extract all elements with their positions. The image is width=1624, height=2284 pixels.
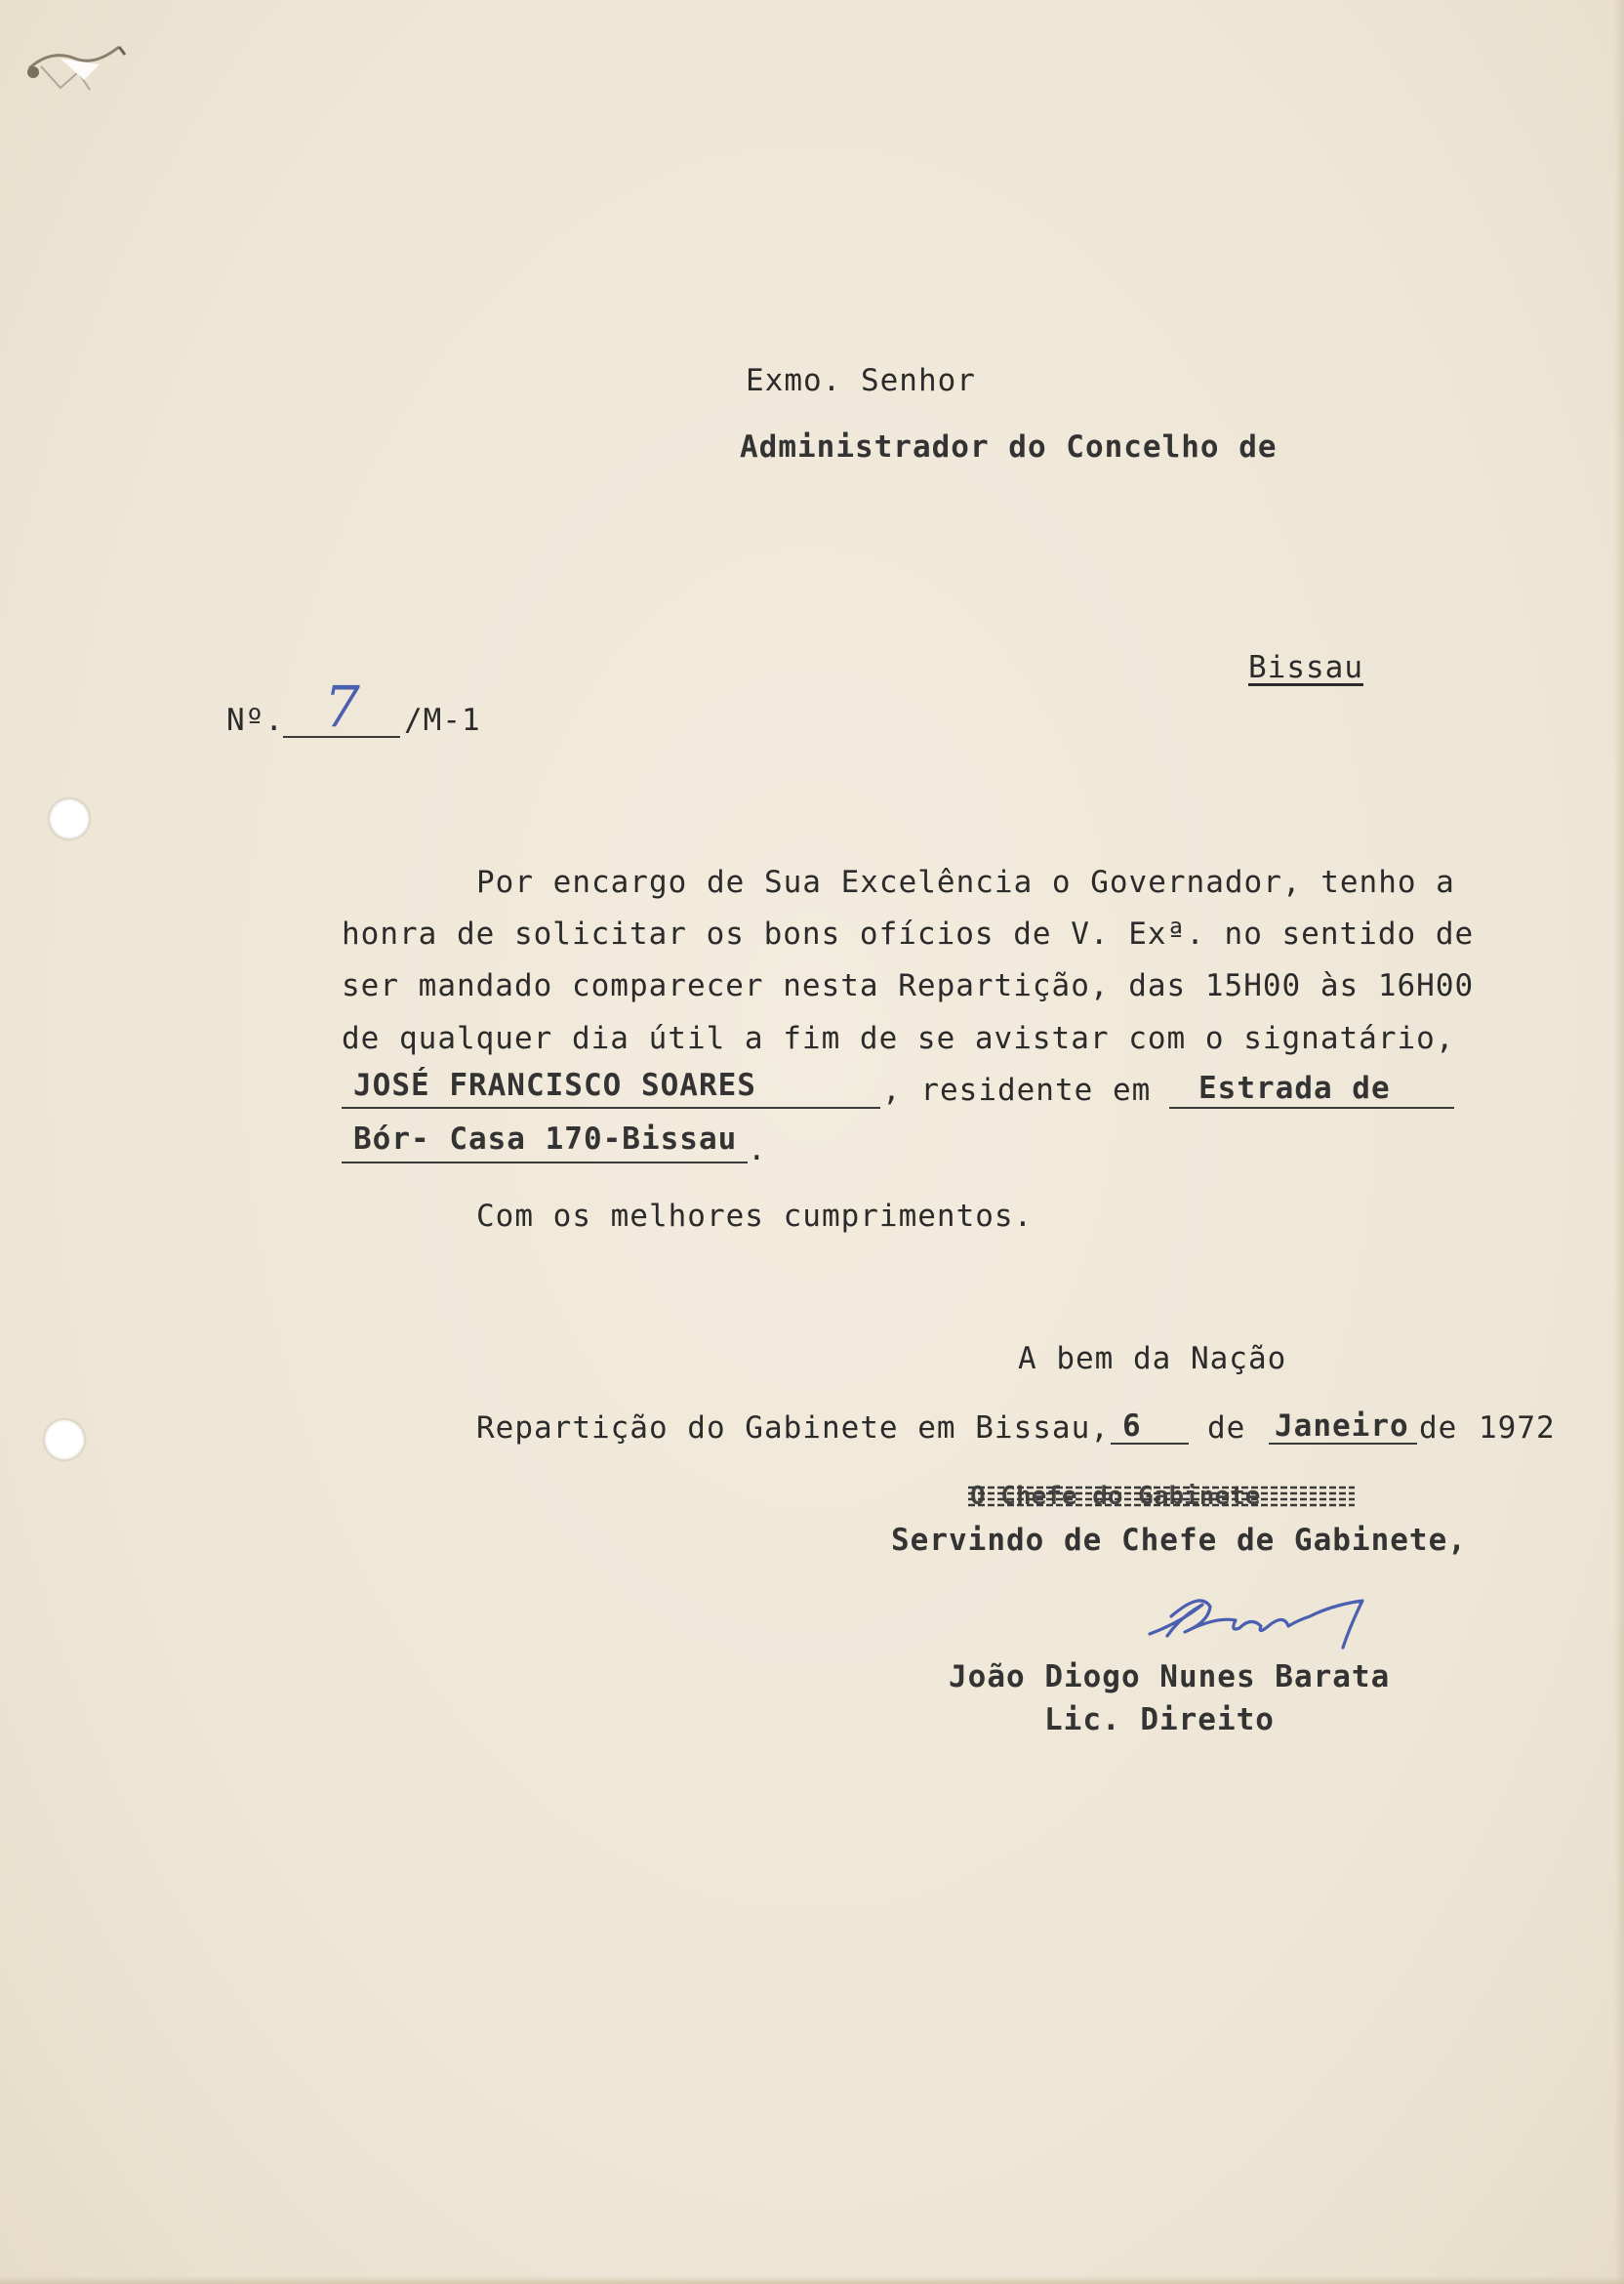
closing-greeting: Com os melhores cumprimentos. <box>476 1199 1034 1234</box>
body-line-3: ser mandado comparecer nesta Repartição, das 15H00 às 16H00 <box>342 968 1475 1003</box>
residence-line-2 <box>342 1162 748 1163</box>
paper-bottom-shadow <box>0 2276 1624 2284</box>
date-prefix: Repartição do Gabinete em Bissau, <box>476 1410 1110 1446</box>
recipient-title: Administrador do Concelho de <box>740 429 1278 465</box>
paper-edge-shadow <box>1614 0 1624 2284</box>
body-line-2: honra de solicitar os bons ofícios de V. Exª. no sentido de <box>342 917 1475 952</box>
date-year: 1972 <box>1479 1410 1556 1446</box>
strike-out-mark <box>966 1480 1357 1513</box>
salutation: Exmo. Senhor <box>746 363 976 398</box>
body-period: . <box>748 1132 767 1167</box>
residence-address-2: Bór- Casa 170-Bissau <box>353 1122 738 1157</box>
punch-hole-lower <box>44 1419 85 1460</box>
signatory-degree: Lic. Direito <box>1044 1702 1275 1737</box>
body-line-1: Por encargo de Sua Excelência o Governador, tenho a <box>476 865 1455 900</box>
date-de-2: de <box>1419 1410 1458 1446</box>
struck-title-text: O Chefe do Gabinete <box>970 1482 1261 1511</box>
residence-address-1: Estrada de <box>1198 1071 1391 1106</box>
staple-mark-icon <box>21 29 139 107</box>
residence-line-1 <box>1169 1107 1454 1109</box>
signatory-name: João Diogo Nunes Barata <box>949 1659 1391 1694</box>
reference-number-handwritten: 7 <box>324 673 360 740</box>
date-de-1: de <box>1207 1410 1246 1446</box>
motto: A bem da Nação <box>1018 1341 1287 1376</box>
date-month: Janeiro <box>1275 1408 1409 1444</box>
date-day: 6 <box>1122 1408 1142 1444</box>
reference-suffix: /M-1 <box>404 703 481 738</box>
residence-label: , residente em <box>882 1073 1152 1108</box>
person-name: JOSÉ FRANCISCO SOARES <box>353 1068 756 1103</box>
signature-role: Servindo de Chefe de Gabinete, <box>891 1523 1467 1558</box>
punch-hole-upper <box>49 798 90 839</box>
body-line-4: de qualquer dia útil a fim de se avistar com o signatário, <box>342 1021 1455 1056</box>
person-name-line <box>342 1107 880 1109</box>
reference-prefix: Nº. <box>226 703 284 738</box>
city-heading: Bissau <box>1248 650 1363 685</box>
